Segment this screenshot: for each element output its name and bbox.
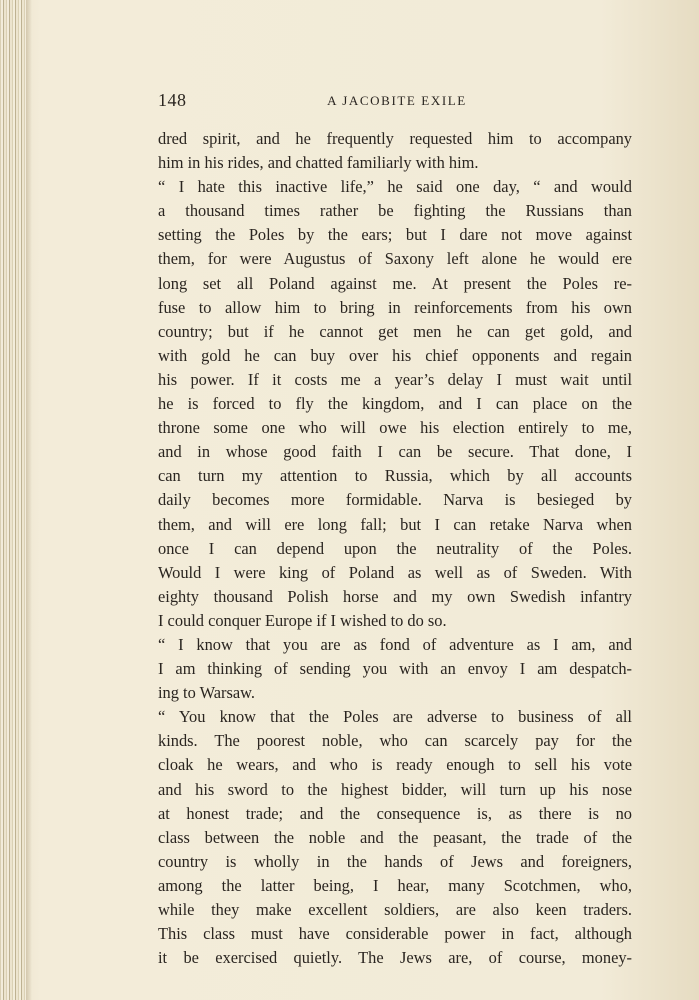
text-line: fuse to allow him to bring in reinforcements from his own bbox=[158, 297, 632, 317]
text-line: Would I were king of Poland as well as of Sweden. With bbox=[158, 562, 632, 582]
text-line: throne some one who will owe his election entirely to me, bbox=[158, 418, 632, 438]
text-line: “ I know that you are as fond of adventure as I am, and bbox=[158, 634, 632, 654]
text-line: cloak he wears, and who is ready enough to sell his vote bbox=[158, 755, 632, 775]
text-line: him in his rides, and chatted familiarly with him. bbox=[158, 153, 479, 173]
text-line: “ I hate this inactive life,” he said one day, “ and would bbox=[158, 177, 632, 197]
text-line: daily becomes more formidable. Narva is besieged by bbox=[158, 490, 632, 510]
text-line: them, and will ere long fall; but I can retake Narva when bbox=[158, 514, 632, 534]
text-line: This class must have considerable power in fact, although bbox=[158, 924, 632, 944]
text-line: country is wholly in the hands of Jews and foreigners, bbox=[158, 851, 632, 871]
text-line: at honest trade; and the consequence is, as there is no bbox=[158, 803, 632, 823]
text-line: I am thinking of sending you with an envoy I am despatch- bbox=[158, 659, 632, 679]
text-line: long set all Poland against me. At present the Poles re- bbox=[158, 273, 632, 293]
text-line: he is forced to fly the kingdom, and I can place on the bbox=[158, 394, 632, 414]
text-line: class between the noble and the peasant, the trade of the bbox=[158, 827, 632, 847]
text-line: kinds. The poorest noble, who can scarcely pay for the bbox=[158, 731, 632, 751]
text-line: can turn my attention to Russia, which by all accounts bbox=[158, 466, 632, 486]
text-line: it be exercised quietly. The Jews are, of course, money- bbox=[158, 948, 632, 968]
page-header bbox=[158, 90, 636, 114]
text-line: I could conquer Europe if I wished to do so. bbox=[158, 610, 447, 630]
text-line: them, for were Augustus of Saxony left alone he would ere bbox=[158, 249, 632, 269]
text-line: “ You know that the Poles are adverse to business of all bbox=[158, 707, 632, 727]
text-line: and his sword to the highest bidder, will turn up his nose bbox=[158, 779, 632, 799]
text-line: among the latter being, I hear, many Scotchmen, who, bbox=[158, 875, 632, 895]
text-line: with gold he can buy over his chief opponents and regain bbox=[158, 345, 632, 365]
text-line: setting the Poles by the ears; but I dare not move against bbox=[158, 225, 632, 245]
text-line: and in whose good faith I can be secure. That done, I bbox=[158, 442, 632, 462]
text-line: eighty thousand Polish horse and my own Swedish infantry bbox=[158, 586, 632, 606]
text-line: while they make excellent soldiers, are also keen traders. bbox=[158, 900, 632, 919]
page-number: 148 bbox=[158, 90, 187, 110]
text-line: ing to Warsaw. bbox=[158, 683, 256, 703]
text-line: a thousand times rather be fighting the Russians than bbox=[158, 201, 632, 221]
book-binding bbox=[0, 0, 26, 1000]
running-head: A JACOBITE EXILE bbox=[327, 93, 467, 108]
text-line: his power. If it costs me a year’s delay I must wait until bbox=[158, 369, 632, 389]
text-line: dred spirit, and he frequently requested him to accompany bbox=[158, 129, 632, 148]
text-line: once I can depend upon the neutrality of the Poles. bbox=[158, 538, 632, 558]
text-line: country; but if he cannot get men he can get gold, and bbox=[158, 321, 632, 341]
body-text bbox=[158, 127, 632, 970]
